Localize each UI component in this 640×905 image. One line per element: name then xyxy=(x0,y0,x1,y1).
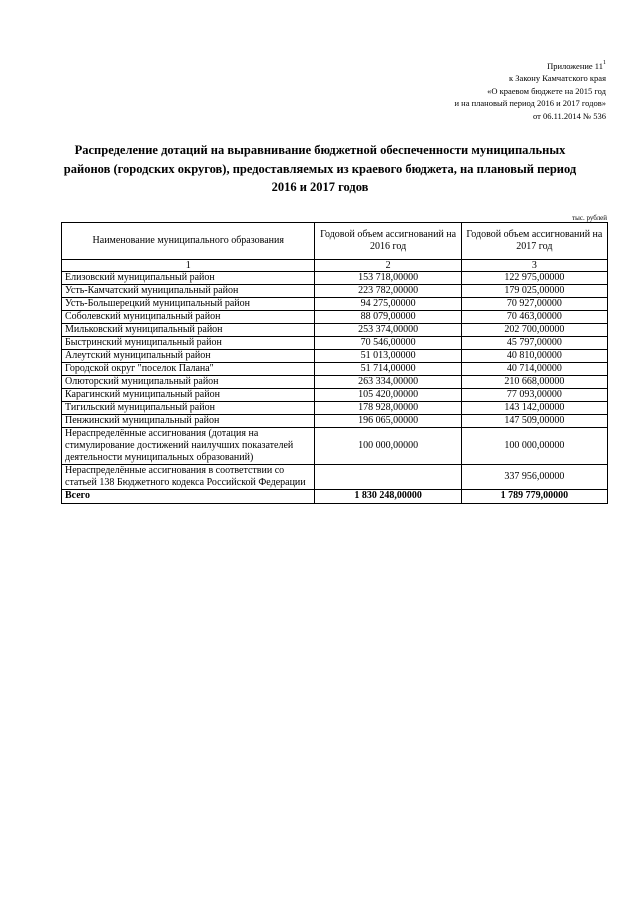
row-2017-cell: 45 797,00000 xyxy=(461,337,607,350)
appendix-line-2: к Закону Камчатского края xyxy=(509,73,606,84)
index-col-2: 2 xyxy=(315,260,461,272)
row-name-cell: Нераспределённые ассигнования (дотация на стимулирование достижений наилучших показателей деятельности муниципальных образований) xyxy=(62,428,315,465)
appendix-block xyxy=(306,60,606,122)
total-label: Всего xyxy=(62,490,315,504)
row-2016-cell: 105 420,00000 xyxy=(315,389,461,402)
row-name-cell: Тигильский муниципальный район xyxy=(62,402,315,415)
appendix-line-4: и на плановый период 2016 и 2017 годов» xyxy=(454,98,606,109)
row-2017-cell: 70 927,00000 xyxy=(461,298,607,311)
row-2017-cell: 40 714,00000 xyxy=(461,363,607,376)
table-index-row xyxy=(62,260,608,272)
total-2016: 1 830 248,00000 xyxy=(315,490,461,504)
row-2016-cell: 94 275,00000 xyxy=(315,298,461,311)
row-name-cell: Елизовский муниципальный район xyxy=(62,272,315,285)
table-row xyxy=(62,389,608,402)
row-2017-cell: 179 025,00000 xyxy=(461,285,607,298)
row-name-cell: Усть-Большерецкий муниципальный район xyxy=(62,298,315,311)
appendix-superscript: 1 xyxy=(603,60,606,66)
table-row xyxy=(62,428,608,465)
row-2017-cell: 210 668,00000 xyxy=(461,376,607,389)
table-row xyxy=(62,272,608,285)
row-2016-cell: 196 065,00000 xyxy=(315,415,461,428)
row-2016-cell: 70 546,00000 xyxy=(315,337,461,350)
header-name: Наименование муниципального образования xyxy=(62,223,315,260)
table-row xyxy=(62,337,608,350)
row-2016-cell: 178 928,00000 xyxy=(315,402,461,415)
index-col-3: 3 xyxy=(461,260,607,272)
row-name-cell: Городской округ "поселок Палана" xyxy=(62,363,315,376)
table-row xyxy=(62,324,608,337)
row-2017-cell: 143 142,00000 xyxy=(461,402,607,415)
row-2016-cell: 88 079,00000 xyxy=(315,311,461,324)
row-2017-cell: 77 093,00000 xyxy=(461,389,607,402)
row-name-cell: Пенжинский муниципальный район xyxy=(62,415,315,428)
table-row xyxy=(62,350,608,363)
row-2017-cell: 337 956,00000 xyxy=(461,465,607,490)
row-2017-cell: 40 810,00000 xyxy=(461,350,607,363)
row-name-cell: Алеутский муниципальный район xyxy=(62,350,315,363)
table-header-row xyxy=(62,223,608,260)
row-name-cell: Мильковский муниципальный район xyxy=(62,324,315,337)
units-label: тыс. рублей xyxy=(572,214,607,222)
row-name-cell: Усть-Камчатский муниципальный район xyxy=(62,285,315,298)
appendix-title: Приложение 11 xyxy=(547,61,603,71)
appendix-line-3: «О краевом бюджете на 2015 год xyxy=(487,85,606,96)
allocation-table xyxy=(61,222,608,504)
row-2016-cell: 100 000,00000 xyxy=(315,428,461,465)
document-title: Распределение дотаций на выравнивание бюджетной обеспеченности муниципальных районов (городских округов), предоставляемых из краевого бюджета, на плановый период 2016 и 2017 годов xyxy=(63,143,577,195)
row-name-cell: Карагинский муниципальный район xyxy=(62,389,315,402)
row-2016-cell: 51 714,00000 xyxy=(315,363,461,376)
appendix-line-1 xyxy=(306,60,606,72)
row-2017-cell: 100 000,00000 xyxy=(461,428,607,465)
row-2017-cell: 202 700,00000 xyxy=(461,324,607,337)
table-total-row xyxy=(62,490,608,504)
table-row xyxy=(62,402,608,415)
row-2016-cell: 223 782,00000 xyxy=(315,285,461,298)
table-row xyxy=(62,298,608,311)
header-2017: Годовой объем ассигнований на 2017 год xyxy=(461,223,607,260)
table-body xyxy=(62,272,608,490)
table-row xyxy=(62,285,608,298)
header-2016: Годовой объем ассигнований на 2016 год xyxy=(315,223,461,260)
row-2016-cell: 253 374,00000 xyxy=(315,324,461,337)
row-2016-cell: 263 334,00000 xyxy=(315,376,461,389)
row-2016-cell: 153 718,00000 xyxy=(315,272,461,285)
row-name-cell: Олюторский муниципальный район xyxy=(62,376,315,389)
total-2017: 1 789 779,00000 xyxy=(461,490,607,504)
row-2017-cell: 147 509,00000 xyxy=(461,415,607,428)
table-row xyxy=(62,465,608,490)
row-2017-cell: 122 975,00000 xyxy=(461,272,607,285)
row-name-cell: Быстринский муниципальный район xyxy=(62,337,315,350)
row-2016-cell: 51 013,00000 xyxy=(315,350,461,363)
row-2017-cell: 70 463,00000 xyxy=(461,311,607,324)
table-row xyxy=(62,311,608,324)
table-row xyxy=(62,376,608,389)
row-name-cell: Соболевский муниципальный район xyxy=(62,311,315,324)
appendix-line-5: от 06.11.2014 № 536 xyxy=(532,110,606,121)
row-2016-cell xyxy=(315,465,461,490)
row-name-cell: Нераспределённые ассигнования в соответствии со статьей 138 Бюджетного кодекса Российской Федерации xyxy=(62,465,315,490)
table-row xyxy=(62,363,608,376)
table-row xyxy=(62,415,608,428)
index-col-1: 1 xyxy=(62,260,315,272)
